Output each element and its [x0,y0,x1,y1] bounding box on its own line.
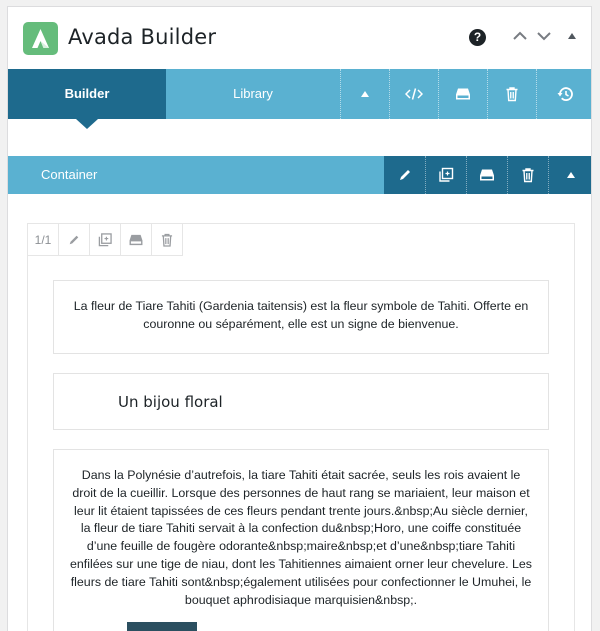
save-template-button[interactable] [438,69,487,119]
save-icon [455,88,471,101]
column-size[interactable]: 1/1 [28,224,59,256]
container-header[interactable] [8,156,591,194]
clone-container-button[interactable] [425,156,466,194]
avada-logo [23,22,58,55]
pencil-icon [68,234,80,246]
save-container-button[interactable] [466,156,507,194]
avada-builder-panel [7,6,592,631]
column-toolbar [28,224,183,256]
edit-container-button[interactable] [384,156,425,194]
trash-icon [522,168,535,183]
builder-toolbar [8,69,591,119]
tab-builder[interactable]: Builder [8,69,166,119]
code-view-button[interactable] [389,69,438,119]
title-element[interactable]: Un bijou floral [53,373,549,430]
trash-icon [506,87,519,102]
container-label: Container [41,167,98,182]
container-tools [384,156,592,194]
history-icon [557,86,574,102]
active-tab-pointer [76,119,98,129]
edit-column-button[interactable] [59,224,90,256]
trash-icon [161,233,173,247]
help-icon[interactable]: ? [469,29,486,46]
collapse-triangle-icon[interactable] [568,33,576,39]
save-icon [479,169,495,182]
column-1-1 [27,223,575,631]
clone-column-button[interactable] [90,224,121,256]
chevron-down-icon[interactable] [535,27,553,45]
text-block-content: Dans la Polynésie d’autrefois, la tiare Tahiti était sacrée, seuls les rois avaient le droit de la cueillir. Lorsque des personnes de haut rang se mariaient, leur maison et leur lit étaient tapissées de ces fleurs pendant trente jours.&nbsp;Au siècle dernier, la fleur de tiare Tahiti servait à la confection du&nbsp;Horo, une coiffe constituée d’une feuille de fougère odorante&nbsp;maire&nbsp;et d’une&nbsp;tiare Tahiti enfilées sur une tige de niau, dont les Tahitiennes aimaient orner leur chevelure. Les fleurs de tiare Tahiti sont&nbsp;également utilisées pour confectionner le Umuhei, le bouquet aphrodisiaque marquisien&nbsp;. [70,468,532,607]
app-title: Avada Builder [68,25,217,49]
delete-layout-button[interactable] [487,69,536,119]
clone-icon [439,168,454,183]
text-block-element[interactable] [53,449,549,631]
history-button[interactable] [536,69,592,119]
panel-header [8,7,591,69]
tab-library[interactable]: Library [233,86,273,101]
code-icon [405,87,423,101]
triangle-up-icon [360,90,370,98]
save-icon [129,234,144,246]
save-column-button[interactable] [121,224,152,256]
toggle-container-button[interactable] [548,156,592,194]
delete-column-button[interactable] [152,224,183,256]
pencil-icon [398,168,412,182]
delete-container-button[interactable] [507,156,548,194]
background-image-strip [127,622,197,631]
chevron-up-icon[interactable] [511,27,529,45]
text-block-content: La fleur de Tiare Tahiti (Gardenia taitensis) est la fleur symbole de Tahiti. Offerte en couronne ou séparément, elle est un signe de bienvenue. [73,299,529,331]
clone-icon [98,233,112,247]
avada-logo-icon [23,22,58,55]
toggle-all-button[interactable] [340,69,389,119]
text-block-element[interactable] [53,280,549,354]
triangle-up-icon [566,171,576,179]
